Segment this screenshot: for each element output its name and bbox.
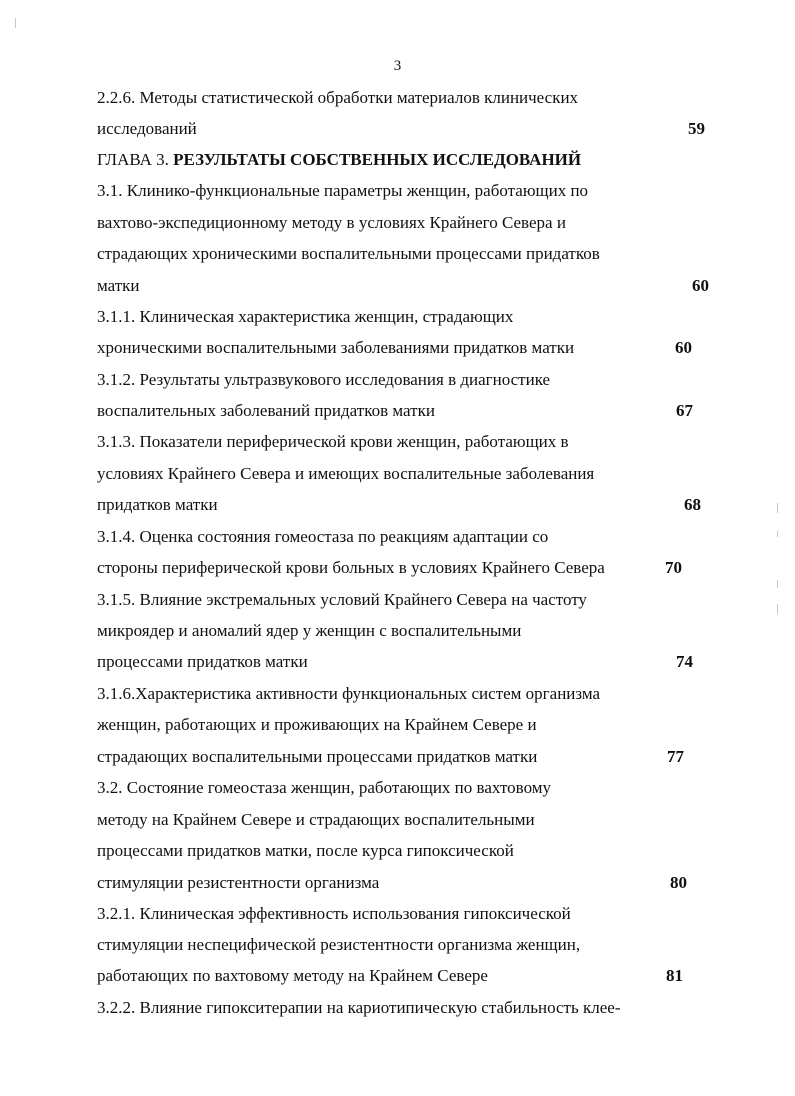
- toc-line: 3.2.2. Влияние гипокситерапии на кариотипическую стабильность клее-: [97, 998, 621, 1017]
- toc-line: 3.2. Состояние гомеостаза женщин, работающих по вахтовому: [97, 778, 552, 797]
- toc-line: 3.1.1. Клиническая характеристика женщин, страдающих: [97, 307, 514, 326]
- toc-line: условиях Крайнего Севера и имеющих воспалительные заболевания: [97, 464, 595, 483]
- toc-line: женщин, работающих и проживающих на Крайнем Севере и: [97, 715, 537, 734]
- toc-line: 3.1.2. Результаты ультразвукового исследования в диагностике: [97, 370, 551, 389]
- toc-line: вахтово-экспедиционному методу в условиях Крайнего Севера и: [97, 213, 566, 232]
- toc-line: процессами придатков матки, после курса гипоксической: [97, 841, 514, 860]
- scan-mark: [777, 503, 778, 513]
- toc-line: микроядер и аномалий ядер у женщин с воспалительными: [97, 621, 522, 640]
- toc-line: страдающих воспалительными процессами придатков матки: [97, 747, 538, 766]
- toc-page-ref: 60: [675, 338, 692, 357]
- toc-line: методу на Крайнем Севере и страдающих воспалительными: [97, 810, 535, 829]
- toc-line: 3.1.5. Влияние экстремальных условий Крайнего Севера на частоту: [97, 590, 587, 609]
- toc-line: работающих по вахтовому методу на Крайнем Севере: [97, 966, 488, 985]
- toc-page-ref: 68: [684, 495, 701, 514]
- toc-line: матки: [97, 276, 140, 295]
- toc-line: 3.1. Клинико-функциональные параметры женщин, работающих по: [97, 181, 589, 200]
- toc-page-ref: 60: [692, 276, 709, 295]
- chapter-heading: [97, 150, 581, 170]
- scan-mark: [15, 18, 16, 28]
- page-number: 3: [393, 58, 402, 74]
- toc-line: исследований: [97, 119, 197, 138]
- toc-line: стороны периферической крови больных в условиях Крайнего Севера: [97, 558, 605, 577]
- toc-page-ref: 74: [676, 652, 693, 671]
- toc-page-ref: 81: [666, 966, 683, 985]
- chapter-heading-title: РЕЗУЛЬТАТЫ СОБСТВЕННЫХ ИССЛЕДОВАНИЙ: [173, 150, 582, 169]
- scan-mark: [777, 580, 778, 588]
- toc-line: хроническими воспалительными заболеваниями придатков матки: [97, 338, 575, 357]
- toc-line: 3.1.3. Показатели периферической крови женщин, работающих в: [97, 432, 569, 451]
- toc-line: 3.1.6.Характеристика активности функциональных систем организма: [97, 684, 601, 703]
- toc-line: страдающих хроническими воспалительными процессами придатков: [97, 244, 600, 263]
- toc-line: стимуляции резистентности организма: [97, 873, 380, 892]
- scan-mark: [777, 531, 778, 537]
- scan-mark: [777, 604, 778, 614]
- toc-page-ref: 77: [667, 747, 684, 766]
- toc-line: воспалительных заболеваний придатков матки: [97, 401, 435, 420]
- toc-line: придатков матки: [97, 495, 218, 514]
- toc-line: процессами придатков матки: [97, 652, 308, 671]
- toc-line: 3.1.4. Оценка состояния гомеостаза по реакциям адаптации со: [97, 527, 549, 546]
- toc-line: 3.2.1. Клиническая эффективность использования гипоксической: [97, 904, 571, 923]
- toc-page-ref: 70: [665, 558, 682, 577]
- toc-line: 2.2.6. Методы статистической обработки материалов клинических: [97, 88, 579, 107]
- toc-page-ref: 80: [670, 873, 687, 892]
- toc-page-ref: 59: [688, 119, 705, 138]
- chapter-heading-prefix: ГЛАВА 3.: [97, 150, 174, 169]
- toc-page-ref: 67: [676, 401, 693, 420]
- toc-line: стимуляции неспецифической резистентности организма женщин,: [97, 935, 581, 954]
